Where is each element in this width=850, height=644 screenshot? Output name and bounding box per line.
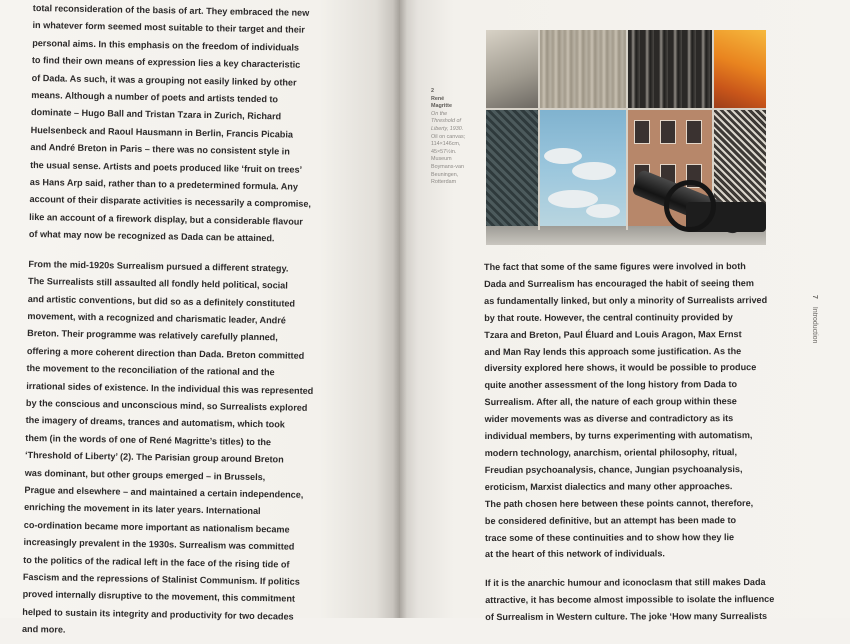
text-line: as fundamentally linked, but only a minority of Surrealists arrived (484, 294, 768, 306)
text-line: wider movements was as diverse and contradictory as its (484, 413, 734, 425)
text-line: Prague and elsewhere – and maintained a certain independence, (24, 484, 304, 500)
text-line: The Surrealists still assaulted all fondly held political, social (28, 276, 288, 291)
text-line: ‘Threshold of Liberty’ (2). The Parisian group around Breton (24, 450, 284, 465)
text-line: to the politics of the radical left in the face of the rising tide of (23, 554, 290, 570)
text-line: irrational sides of existence. In the individual this was represented (26, 380, 314, 396)
text-line: and more. (21, 624, 66, 635)
text-line: the usual sense. Artists and poets produced like ‘fruit on trees’ (30, 159, 303, 175)
left-paragraph-1 (29, 0, 333, 249)
text-line: dominate – Hugo Ball and Tristan Tzara in Zurich, Richard (30, 107, 282, 122)
text-line: and Man Ray lends this approach some justification. As the (484, 345, 742, 357)
text-line: co-ordination became more important as nationalism became (23, 519, 290, 535)
panel-paper-cutout (486, 108, 538, 233)
panel-divider (538, 30, 540, 230)
text-line: helped to sustain its integrity and productivity for two decades (22, 606, 294, 622)
figure-caption (431, 88, 477, 187)
text-line: of what may now be recognized as Dada can be attained. (28, 229, 275, 244)
text-line: trace some of these continuities and to show how they lie (484, 531, 735, 543)
text-line: movement, with a recognized and charismatic leader, André (27, 310, 286, 326)
section-title: Introduction (811, 306, 818, 344)
right-text-column (484, 258, 775, 626)
text-line: attractive, it has become almost impossible to isolate the influence (485, 594, 775, 606)
text-line: at the heart of this network of individuals. (485, 548, 665, 560)
text-line: quite another assessment of the long history from Dada to (484, 379, 738, 391)
text-line: means. Although a number of poets and artists tended to (31, 90, 279, 105)
caption-detail: Rotterdam (431, 179, 457, 186)
caption-artist-last: Magritte (431, 103, 452, 110)
caption-detail: Museum (431, 156, 452, 163)
left-text-column (22, 0, 333, 644)
cannon-wheel (664, 180, 716, 232)
text-line: Dada and Surrealism has encouraged the habit of seeing them (484, 277, 754, 289)
panel-torso (486, 30, 538, 108)
caption-detail: Oil on canvas; (431, 133, 466, 140)
caption-title: Liberty, 1930. (431, 125, 464, 132)
text-line: Fascism and the repressions of Stalinist Communism. If politics (22, 571, 300, 587)
text-line: and André Breton in Paris – there was no consistent style in (30, 142, 290, 157)
caption-artist-first: René (431, 95, 445, 102)
caption-detail: 114×146cm, (431, 141, 461, 148)
running-head (811, 295, 818, 343)
caption-title: Threshold of (431, 118, 461, 125)
text-line: eroticism, Marxist dialectics and many other approaches. (484, 480, 733, 492)
page-number: 7 (811, 295, 818, 299)
panel-wood-grain (538, 30, 626, 108)
panel-divider (486, 108, 766, 110)
cloud (572, 162, 616, 180)
cloud (586, 204, 620, 218)
text-line: Tzara and Breton, Paul Éluard and Louis Aragon, Max Ernst (484, 328, 742, 340)
text-line: Freudian psychoanalysis, chance, Jungian psychoanalysis, (484, 463, 743, 475)
text-line: enriching the movement in its later years. International (24, 502, 261, 517)
text-line: the movement to the reconciliation of the rational and the (26, 363, 275, 378)
painting-figure (486, 30, 766, 245)
text-line: From the mid-1920s Surrealism pursued a different strategy. (28, 258, 289, 274)
text-line: of Surrealism in Western culture. The joke ‘How many Surrealists (485, 611, 768, 623)
panel-divider (626, 30, 628, 230)
text-line: total reconsideration of the basis of art. They embraced the new (32, 2, 310, 18)
right-paragraph-1 (484, 258, 775, 563)
panel-fire (712, 30, 766, 108)
caption-detail: Boymans-van (431, 163, 464, 170)
text-line: Surrealism. After all, the nature of each group within these (484, 396, 737, 408)
text-line: increasingly prevalent in the 1930s. Surrealism was committed (23, 537, 295, 552)
text-line: Huelsenbeck and Raoul Hausmann in Berlin, Francis Picabia (30, 124, 294, 140)
left-page (0, 0, 400, 635)
text-line: Breton. Their programme was relatively carefully planned, (27, 328, 278, 343)
caption-detail: Beuningen, (431, 171, 459, 178)
text-line: of Dada. As such, it was a grouping not easily linked by other (31, 72, 297, 88)
text-line: was dominant, but other groups emerged – in Brussels, (24, 467, 266, 482)
text-line: be considered definitive, but an attempt has been made to (484, 514, 737, 526)
text-line: account of their disparate activities is necessarily a compromise, (29, 194, 312, 210)
text-line: as Hans Arp said, rather than to a predetermined formula. Any (29, 177, 299, 192)
right-paragraph-2 (485, 574, 775, 626)
text-line: by the conscious and unconscious mind, so Surrealists explored (25, 397, 308, 413)
text-line: diversity explored here shows, it would be possible to produce (484, 362, 757, 374)
window (660, 120, 676, 144)
caption-detail: 45×57½in. (431, 148, 457, 155)
text-line: individual members, by turns experimenting with automatism, (484, 430, 753, 442)
text-line: like an account of a firework display, but a considerable flavour (29, 211, 303, 227)
caption-number: 2 (431, 88, 434, 94)
text-line: offering a more coherent direction than Dada. Breton committed (26, 345, 305, 361)
panel-sky-clouds (538, 108, 626, 233)
cloud (544, 148, 582, 164)
text-line: them (in the words of one of René Magritte’s titles) to the (25, 432, 272, 447)
text-line: the imagery of dreams, trances and automatism, which took (25, 415, 285, 430)
text-line: personal aims. In this emphasis on the freedom of individuals (32, 37, 300, 53)
text-line: The path chosen here between these points cannot, therefore, (484, 497, 754, 509)
window (634, 120, 650, 144)
text-line: The fact that some of the same figures were involved in both (484, 261, 746, 272)
text-line: by that route. However, the central continuity provided by (484, 311, 733, 323)
panel-sleigh-bells (626, 30, 712, 108)
text-line: to find their own means of expression lies a key characteristic (31, 55, 301, 70)
text-line: and artistic conventions, but did so as a definitely constituted (27, 293, 296, 309)
book-gutter (393, 0, 407, 618)
caption-title: On the (431, 110, 448, 117)
text-line: If it is the anarchic humour and iconoclasm that still makes Dada (485, 577, 766, 589)
window (686, 120, 702, 144)
text-line: proved internally disruptive to the movement, this commitment (22, 589, 296, 605)
text-line: modern technology, anarchism, oriental philosophy, ritual, (484, 447, 738, 458)
text-line: in whatever form seemed most suitable to their target and their (32, 20, 305, 36)
left-paragraph-2 (22, 256, 329, 644)
